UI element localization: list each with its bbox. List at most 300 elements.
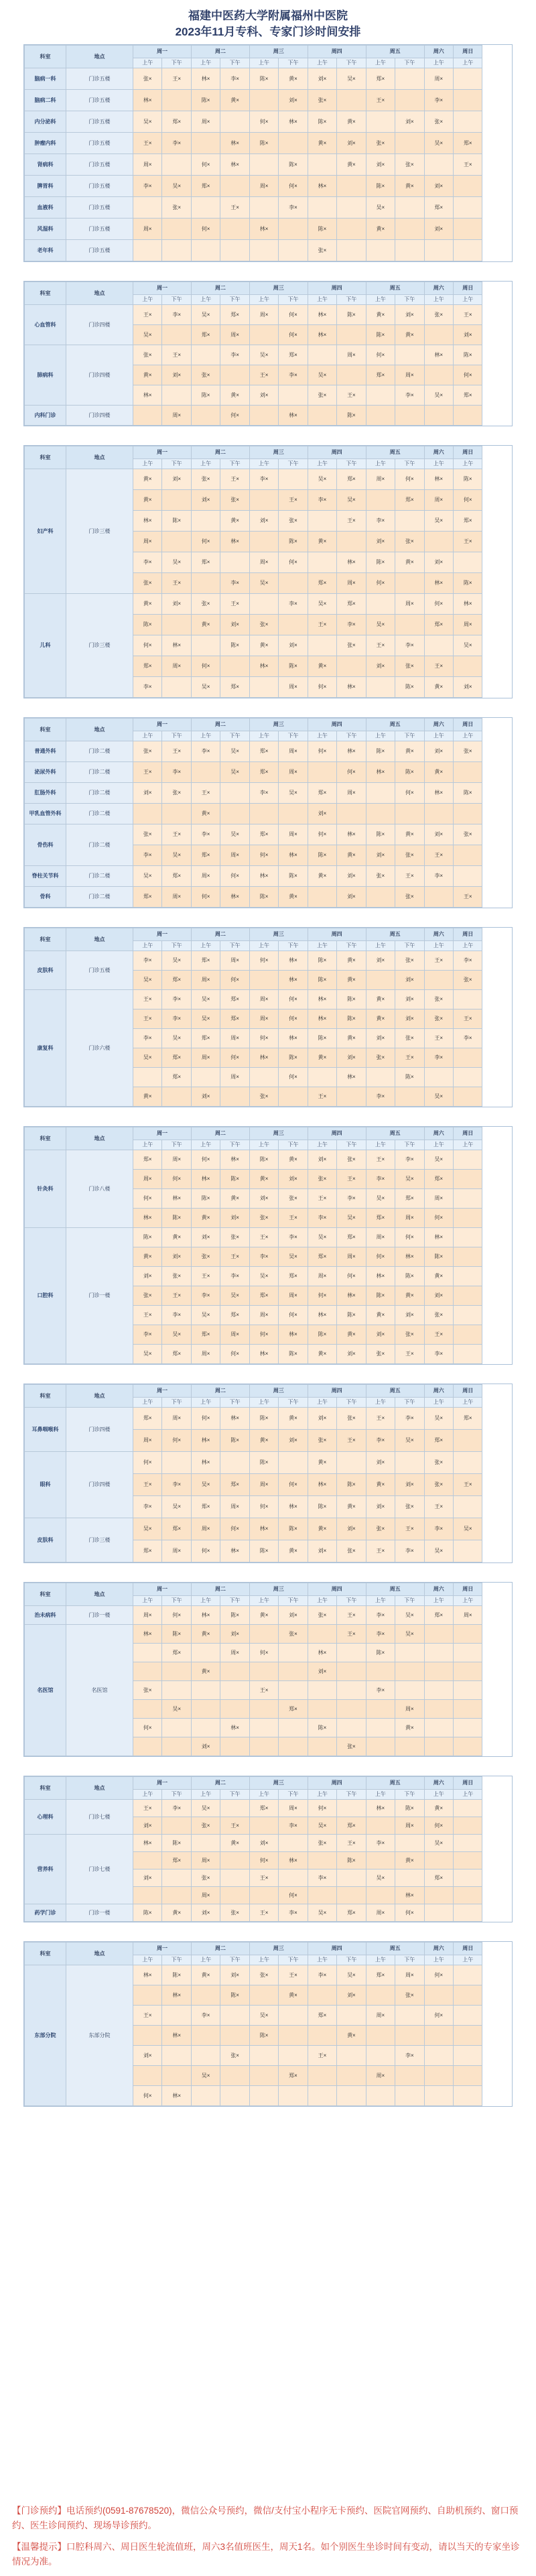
schedule-row bbox=[25, 887, 512, 908]
doctor-slot: 黄× bbox=[279, 887, 308, 908]
doctor-slot: 何× bbox=[133, 1719, 162, 1737]
header-day: 周六 bbox=[424, 1777, 453, 1790]
doctor-slot: 黄× bbox=[337, 1496, 366, 1518]
doctor-slot bbox=[279, 1662, 308, 1681]
department-name: 康复科 bbox=[25, 990, 66, 1107]
doctor-slot bbox=[424, 325, 453, 345]
title-block bbox=[0, 0, 536, 40]
doctor-slot: 黄× bbox=[162, 1904, 191, 1922]
doctor-slot: 周× bbox=[133, 219, 162, 240]
doctor-slot bbox=[424, 154, 453, 176]
doctor-slot bbox=[337, 2086, 366, 2106]
doctor-slot: 王× bbox=[337, 1835, 366, 1852]
header-day: 周五 bbox=[366, 282, 424, 295]
header-day: 周日 bbox=[453, 446, 482, 459]
doctor-slot bbox=[395, 1737, 424, 1756]
doctor-slot: 林× bbox=[220, 133, 249, 154]
doctor-slot: 何× bbox=[279, 1306, 308, 1325]
doctor-slot bbox=[249, 2086, 278, 2106]
clinic-location: 门诊二楼 bbox=[66, 783, 133, 804]
schedule-row bbox=[25, 990, 512, 1009]
doctor-slot: 李× bbox=[366, 1625, 395, 1644]
doctor-slot: 吴× bbox=[191, 1474, 220, 1496]
header-am: 上午 bbox=[424, 731, 453, 741]
doctor-slot bbox=[279, 2006, 308, 2026]
doctor-slot: 林× bbox=[424, 469, 453, 490]
department-name: 儿科 bbox=[25, 594, 66, 698]
header-pm: 下午 bbox=[279, 1955, 308, 1965]
clinic-location: 门诊二楼 bbox=[66, 824, 133, 866]
header-am: 上午 bbox=[133, 1398, 162, 1408]
header-am: 上午 bbox=[366, 1596, 395, 1606]
doctor-slot: 黄× bbox=[308, 1048, 336, 1068]
doctor-slot: 刘× bbox=[337, 133, 366, 154]
doctor-slot bbox=[424, 240, 453, 261]
doctor-slot: 王× bbox=[133, 1474, 162, 1496]
doctor-slot bbox=[366, 2046, 395, 2066]
doctor-slot: 郑× bbox=[220, 1306, 249, 1325]
schedule-row bbox=[25, 154, 512, 176]
doctor-slot: 王× bbox=[424, 951, 453, 971]
doctor-slot: 郑× bbox=[337, 469, 366, 490]
doctor-slot bbox=[453, 2086, 482, 2106]
doctor-slot: 陈× bbox=[453, 469, 482, 490]
doctor-slot bbox=[366, 111, 395, 133]
schedule-row bbox=[25, 866, 512, 887]
doctor-slot: 周× bbox=[220, 1496, 249, 1518]
schedule-row bbox=[25, 197, 512, 219]
doctor-slot bbox=[366, 1737, 395, 1756]
schedule-row bbox=[25, 240, 512, 261]
doctor-slot: 何× bbox=[279, 325, 308, 345]
doctor-slot bbox=[133, 1737, 162, 1756]
doctor-slot: 刘× bbox=[395, 971, 424, 990]
doctor-slot bbox=[308, 345, 336, 365]
doctor-slot: 张× bbox=[395, 1985, 424, 2006]
doctor-slot: 王× bbox=[366, 90, 395, 111]
doctor-slot: 周× bbox=[162, 656, 191, 677]
doctor-slot: 郑× bbox=[424, 1170, 453, 1189]
doctor-slot: 何× bbox=[249, 1496, 278, 1518]
doctor-slot bbox=[279, 1835, 308, 1852]
doctor-slot: 王× bbox=[162, 1286, 191, 1306]
header-day: 周一 bbox=[133, 1127, 192, 1140]
doctor-slot: 黄× bbox=[308, 866, 336, 887]
header-am: 上午 bbox=[453, 1398, 482, 1408]
doctor-slot: 吴× bbox=[133, 1518, 162, 1540]
doctor-slot: 陈× bbox=[337, 1009, 366, 1029]
doctor-slot bbox=[249, 804, 278, 824]
doctor-slot: 刘× bbox=[337, 866, 366, 887]
header-am: 上午 bbox=[133, 1790, 162, 1800]
header-am: 上午 bbox=[191, 1398, 220, 1408]
doctor-slot: 周× bbox=[220, 325, 249, 345]
header-dept: 科室 bbox=[25, 1127, 66, 1150]
doctor-slot: 林× bbox=[191, 1606, 220, 1625]
doctor-slot: 黄× bbox=[308, 532, 336, 552]
doctor-slot bbox=[337, 656, 366, 677]
header-location: 地点 bbox=[66, 719, 133, 741]
doctor-slot bbox=[220, 111, 249, 133]
header-am: 上午 bbox=[249, 941, 278, 951]
header-day: 周一 bbox=[133, 282, 192, 295]
doctor-slot: 黄× bbox=[308, 1452, 336, 1474]
header-pm: 下午 bbox=[162, 1140, 191, 1150]
header-am: 上午 bbox=[366, 1955, 395, 1965]
doctor-slot: 刘× bbox=[191, 490, 220, 511]
header-pm: 下午 bbox=[162, 1790, 191, 1800]
doctor-slot: 刘× bbox=[366, 1029, 395, 1048]
doctor-slot bbox=[308, 1887, 336, 1904]
doctor-slot: 周× bbox=[133, 532, 162, 552]
doctor-slot bbox=[337, 532, 366, 552]
doctor-slot: 何× bbox=[133, 635, 162, 656]
doctor-slot: 周× bbox=[191, 1345, 220, 1364]
doctor-slot: 陈× bbox=[220, 1170, 249, 1189]
header-am: 上午 bbox=[133, 295, 162, 305]
doctor-slot: 黄× bbox=[279, 1540, 308, 1562]
clinic-location: 门诊一楼 bbox=[66, 1228, 133, 1364]
header-day: 周六 bbox=[424, 1583, 453, 1596]
doctor-slot: 周× bbox=[279, 677, 308, 698]
clinic-location: 门诊三楼 bbox=[66, 1518, 133, 1562]
booking-info: 【门诊预约】电话预约(0591-87678520)，微信公众号预约，微信/支付宝小程序无卡预约、医院官网预约、自助机预约、窗口预约、医生诊间预约、现场导诊预约。 bbox=[12, 2506, 519, 2530]
doctor-slot: 何× bbox=[162, 1606, 191, 1625]
header-pm: 下午 bbox=[337, 1140, 366, 1150]
department-name: 妇产科 bbox=[25, 469, 66, 594]
doctor-slot: 郑× bbox=[191, 1325, 220, 1345]
clinic-location: 门诊四楼 bbox=[66, 1452, 133, 1518]
doctor-slot: 黄× bbox=[395, 325, 424, 345]
doctor-slot: 黄× bbox=[337, 971, 366, 990]
department-name: 针灸科 bbox=[25, 1150, 66, 1228]
department-name: 脑病二科 bbox=[25, 90, 66, 111]
doctor-slot bbox=[162, 1869, 191, 1887]
doctor-slot: 吴× bbox=[249, 573, 278, 594]
schedule-row bbox=[25, 1228, 512, 1247]
doctor-slot: 张× bbox=[191, 1817, 220, 1835]
doctor-slot: 陈× bbox=[366, 741, 395, 762]
doctor-slot: 黄× bbox=[395, 176, 424, 197]
doctor-slot: 周× bbox=[395, 1209, 424, 1228]
doctor-slot: 张× bbox=[133, 741, 162, 762]
doctor-slot bbox=[424, 1068, 453, 1087]
doctor-slot bbox=[220, 2066, 249, 2086]
doctor-slot bbox=[279, 219, 308, 240]
header-pm: 下午 bbox=[162, 1596, 191, 1606]
schedule-section bbox=[23, 1776, 513, 1922]
doctor-slot: 张× bbox=[424, 305, 453, 325]
doctor-slot bbox=[366, 1662, 395, 1681]
doctor-slot bbox=[220, 1887, 249, 1904]
header-am: 上午 bbox=[308, 1955, 336, 1965]
doctor-slot: 郑× bbox=[162, 1852, 191, 1869]
doctor-slot: 郑× bbox=[191, 1496, 220, 1518]
doctor-slot bbox=[308, 1985, 336, 2006]
doctor-slot bbox=[453, 1170, 482, 1189]
doctor-slot: 王× bbox=[133, 1800, 162, 1817]
doctor-slot bbox=[453, 1430, 482, 1452]
doctor-slot: 何× bbox=[220, 406, 249, 426]
doctor-slot: 陈× bbox=[279, 1518, 308, 1540]
doctor-slot: 林× bbox=[279, 406, 308, 426]
doctor-slot bbox=[220, 2086, 249, 2106]
header-day: 周四 bbox=[308, 446, 366, 459]
doctor-slot bbox=[191, 2026, 220, 2046]
doctor-slot: 陈× bbox=[133, 1228, 162, 1247]
doctor-slot: 张× bbox=[133, 345, 162, 365]
doctor-slot: 王× bbox=[308, 2046, 336, 2066]
doctor-slot: 张× bbox=[424, 1452, 453, 1474]
doctor-slot bbox=[220, 1662, 249, 1681]
doctor-slot bbox=[453, 176, 482, 197]
doctor-slot: 吴× bbox=[133, 866, 162, 887]
doctor-slot bbox=[337, 219, 366, 240]
doctor-slot: 郑× bbox=[191, 325, 220, 345]
doctor-slot: 刘× bbox=[133, 1817, 162, 1835]
doctor-slot: 刘× bbox=[424, 741, 453, 762]
doctor-slot: 黄× bbox=[220, 511, 249, 532]
doctor-slot: 李× bbox=[308, 1869, 336, 1887]
doctor-slot: 陈× bbox=[191, 90, 220, 111]
doctor-slot: 林× bbox=[220, 887, 249, 908]
clinic-location: 门诊五楼 bbox=[66, 219, 133, 240]
doctor-slot: 刘× bbox=[424, 1286, 453, 1306]
doctor-slot: 林× bbox=[191, 1452, 220, 1474]
doctor-slot: 林× bbox=[162, 1985, 191, 2006]
doctor-slot: 周× bbox=[191, 971, 220, 990]
header-am: 上午 bbox=[424, 459, 453, 469]
doctor-slot: 李× bbox=[162, 762, 191, 783]
doctor-slot bbox=[453, 1700, 482, 1719]
header-day: 周六 bbox=[424, 46, 453, 58]
doctor-slot: 陈× bbox=[249, 1150, 278, 1170]
header-location: 地点 bbox=[66, 1943, 133, 1965]
doctor-slot: 周× bbox=[249, 552, 278, 573]
doctor-slot: 周× bbox=[453, 1606, 482, 1625]
doctor-slot: 陈× bbox=[308, 1719, 336, 1737]
doctor-slot bbox=[279, 615, 308, 635]
doctor-slot: 周× bbox=[220, 845, 249, 866]
doctor-slot: 张× bbox=[133, 68, 162, 90]
doctor-slot: 黄× bbox=[191, 1209, 220, 1228]
doctor-slot bbox=[308, 887, 336, 908]
doctor-slot: 周× bbox=[366, 469, 395, 490]
doctor-slot bbox=[453, 1150, 482, 1170]
doctor-slot: 吴× bbox=[162, 176, 191, 197]
doctor-slot: 郑× bbox=[279, 345, 308, 365]
header-location: 地点 bbox=[66, 282, 133, 305]
doctor-slot: 周× bbox=[395, 1817, 424, 1835]
doctor-slot: 王× bbox=[366, 1540, 395, 1562]
doctor-slot bbox=[424, 1644, 453, 1662]
doctor-slot bbox=[162, 615, 191, 635]
doctor-slot bbox=[453, 1737, 482, 1756]
header-day: 周五 bbox=[366, 1943, 424, 1955]
doctor-slot: 郑× bbox=[249, 741, 278, 762]
doctor-slot: 林× bbox=[279, 1325, 308, 1345]
doctor-slot bbox=[162, 2006, 191, 2026]
schedule-table bbox=[24, 282, 512, 426]
doctor-slot: 刘× bbox=[308, 1408, 336, 1430]
header-pm: 下午 bbox=[337, 1955, 366, 1965]
doctor-slot: 刘× bbox=[279, 1170, 308, 1189]
doctor-slot bbox=[220, 804, 249, 824]
doctor-slot: 黄× bbox=[424, 762, 453, 783]
doctor-slot: 陈× bbox=[220, 1430, 249, 1452]
schedule-row bbox=[25, 804, 512, 824]
header-day: 周二 bbox=[191, 1583, 249, 1596]
doctor-slot: 王× bbox=[191, 783, 220, 804]
doctor-slot: 郑× bbox=[453, 133, 482, 154]
header-am: 上午 bbox=[191, 731, 220, 741]
doctor-slot bbox=[395, 2086, 424, 2106]
doctor-slot: 周× bbox=[308, 1267, 336, 1286]
doctor-slot: 郑× bbox=[395, 1189, 424, 1209]
header-day: 周三 bbox=[249, 719, 308, 731]
schedule-table bbox=[24, 45, 512, 261]
header-am: 上午 bbox=[191, 459, 220, 469]
doctor-slot: 郑× bbox=[249, 762, 278, 783]
doctor-slot: 黄× bbox=[220, 1835, 249, 1852]
clinic-location: 门诊二楼 bbox=[66, 762, 133, 783]
doctor-slot: 郑× bbox=[279, 2066, 308, 2086]
doctor-slot: 黄× bbox=[133, 1247, 162, 1267]
doctor-slot: 王× bbox=[453, 887, 482, 908]
doctor-slot: 张× bbox=[453, 741, 482, 762]
doctor-slot: 林× bbox=[133, 1835, 162, 1852]
doctor-slot: 林× bbox=[220, 532, 249, 552]
doctor-slot: 张× bbox=[220, 1228, 249, 1247]
doctor-slot: 吴× bbox=[395, 1606, 424, 1625]
doctor-slot bbox=[220, 2006, 249, 2026]
header-am: 上午 bbox=[133, 1955, 162, 1965]
doctor-slot: 李× bbox=[133, 1325, 162, 1345]
header-day: 周三 bbox=[249, 928, 308, 941]
clinic-location: 门诊一楼 bbox=[66, 1904, 133, 1922]
header-dept: 科室 bbox=[25, 446, 66, 469]
doctor-slot: 林× bbox=[133, 1965, 162, 1985]
doctor-slot: 吴× bbox=[191, 990, 220, 1009]
doctor-slot bbox=[453, 1496, 482, 1518]
doctor-slot: 李× bbox=[424, 1345, 453, 1364]
doctor-slot: 王× bbox=[249, 1869, 278, 1887]
doctor-slot bbox=[133, 197, 162, 219]
schedule-section bbox=[23, 44, 513, 262]
doctor-slot bbox=[395, 573, 424, 594]
doctor-slot bbox=[366, 2026, 395, 2046]
doctor-slot: 陈× bbox=[162, 1209, 191, 1228]
doctor-slot: 林× bbox=[279, 1852, 308, 1869]
schedule-table bbox=[24, 1127, 512, 1364]
doctor-slot: 何× bbox=[279, 990, 308, 1009]
doctor-slot bbox=[453, 1644, 482, 1662]
header-day: 周五 bbox=[366, 1777, 424, 1790]
doctor-slot: 周× bbox=[162, 1150, 191, 1170]
doctor-slot: 郑× bbox=[220, 677, 249, 698]
department-name: 内分泌科 bbox=[25, 111, 66, 133]
header-pm: 下午 bbox=[162, 731, 191, 741]
doctor-slot: 林× bbox=[308, 305, 336, 325]
doctor-slot bbox=[191, 133, 220, 154]
doctor-slot: 林× bbox=[279, 1029, 308, 1048]
doctor-slot: 李× bbox=[424, 866, 453, 887]
doctor-slot bbox=[337, 2006, 366, 2026]
doctor-slot bbox=[366, 385, 395, 406]
doctor-slot: 黄× bbox=[220, 1189, 249, 1209]
doctor-slot: 林× bbox=[133, 90, 162, 111]
doctor-slot bbox=[366, 1985, 395, 2006]
doctor-slot bbox=[453, 2046, 482, 2066]
doctor-slot: 刘× bbox=[395, 305, 424, 325]
doctor-slot bbox=[453, 1869, 482, 1887]
doctor-slot: 林× bbox=[279, 951, 308, 971]
schedule-row bbox=[25, 68, 512, 90]
doctor-slot: 刘× bbox=[249, 1189, 278, 1209]
doctor-slot: 何× bbox=[424, 594, 453, 615]
doctor-slot: 李× bbox=[249, 1247, 278, 1267]
doctor-slot: 郑× bbox=[308, 573, 336, 594]
doctor-slot: 张× bbox=[279, 1625, 308, 1644]
header-am: 上午 bbox=[308, 58, 336, 68]
doctor-slot: 周× bbox=[279, 741, 308, 762]
doctor-slot bbox=[453, 1189, 482, 1209]
clinic-location: 门诊二楼 bbox=[66, 741, 133, 762]
doctor-slot bbox=[453, 1345, 482, 1364]
doctor-slot: 吴× bbox=[249, 1267, 278, 1286]
doctor-slot bbox=[191, 406, 220, 426]
doctor-slot bbox=[366, 887, 395, 908]
doctor-slot: 李× bbox=[424, 1518, 453, 1540]
doctor-slot: 吴× bbox=[424, 1087, 453, 1107]
doctor-slot: 周× bbox=[337, 573, 366, 594]
doctor-slot: 郑× bbox=[162, 1048, 191, 1068]
doctor-slot: 林× bbox=[249, 1518, 278, 1540]
doctor-slot: 周× bbox=[395, 1700, 424, 1719]
doctor-slot: 刘× bbox=[453, 325, 482, 345]
doctor-slot bbox=[191, 573, 220, 594]
doctor-slot: 王× bbox=[337, 1170, 366, 1189]
doctor-slot: 王× bbox=[162, 345, 191, 365]
schedule-row bbox=[25, 1606, 512, 1625]
clinic-location: 门诊五楼 bbox=[66, 154, 133, 176]
department-name: 脊柱关节科 bbox=[25, 866, 66, 887]
doctor-slot bbox=[337, 176, 366, 197]
doctor-slot: 黄× bbox=[366, 305, 395, 325]
doctor-slot bbox=[453, 111, 482, 133]
doctor-slot: 张× bbox=[249, 1209, 278, 1228]
doctor-slot bbox=[395, 68, 424, 90]
doctor-slot: 张× bbox=[395, 532, 424, 552]
header-day: 周五 bbox=[366, 446, 424, 459]
doctor-slot: 周× bbox=[220, 951, 249, 971]
doctor-slot: 吴× bbox=[366, 197, 395, 219]
doctor-slot: 陈× bbox=[395, 762, 424, 783]
header-day: 周五 bbox=[366, 1127, 424, 1140]
header-day: 周日 bbox=[453, 1583, 482, 1596]
doctor-slot: 王× bbox=[162, 824, 191, 845]
doctor-slot bbox=[162, 677, 191, 698]
doctor-slot bbox=[453, 1625, 482, 1644]
header-day: 周六 bbox=[424, 1127, 453, 1140]
doctor-slot: 李× bbox=[337, 615, 366, 635]
doctor-slot: 陈× bbox=[395, 1267, 424, 1286]
doctor-slot: 黄× bbox=[424, 1267, 453, 1286]
doctor-slot bbox=[424, 365, 453, 385]
doctor-slot: 陈× bbox=[337, 305, 366, 325]
header-pm: 下午 bbox=[220, 1140, 249, 1150]
doctor-slot bbox=[453, 406, 482, 426]
